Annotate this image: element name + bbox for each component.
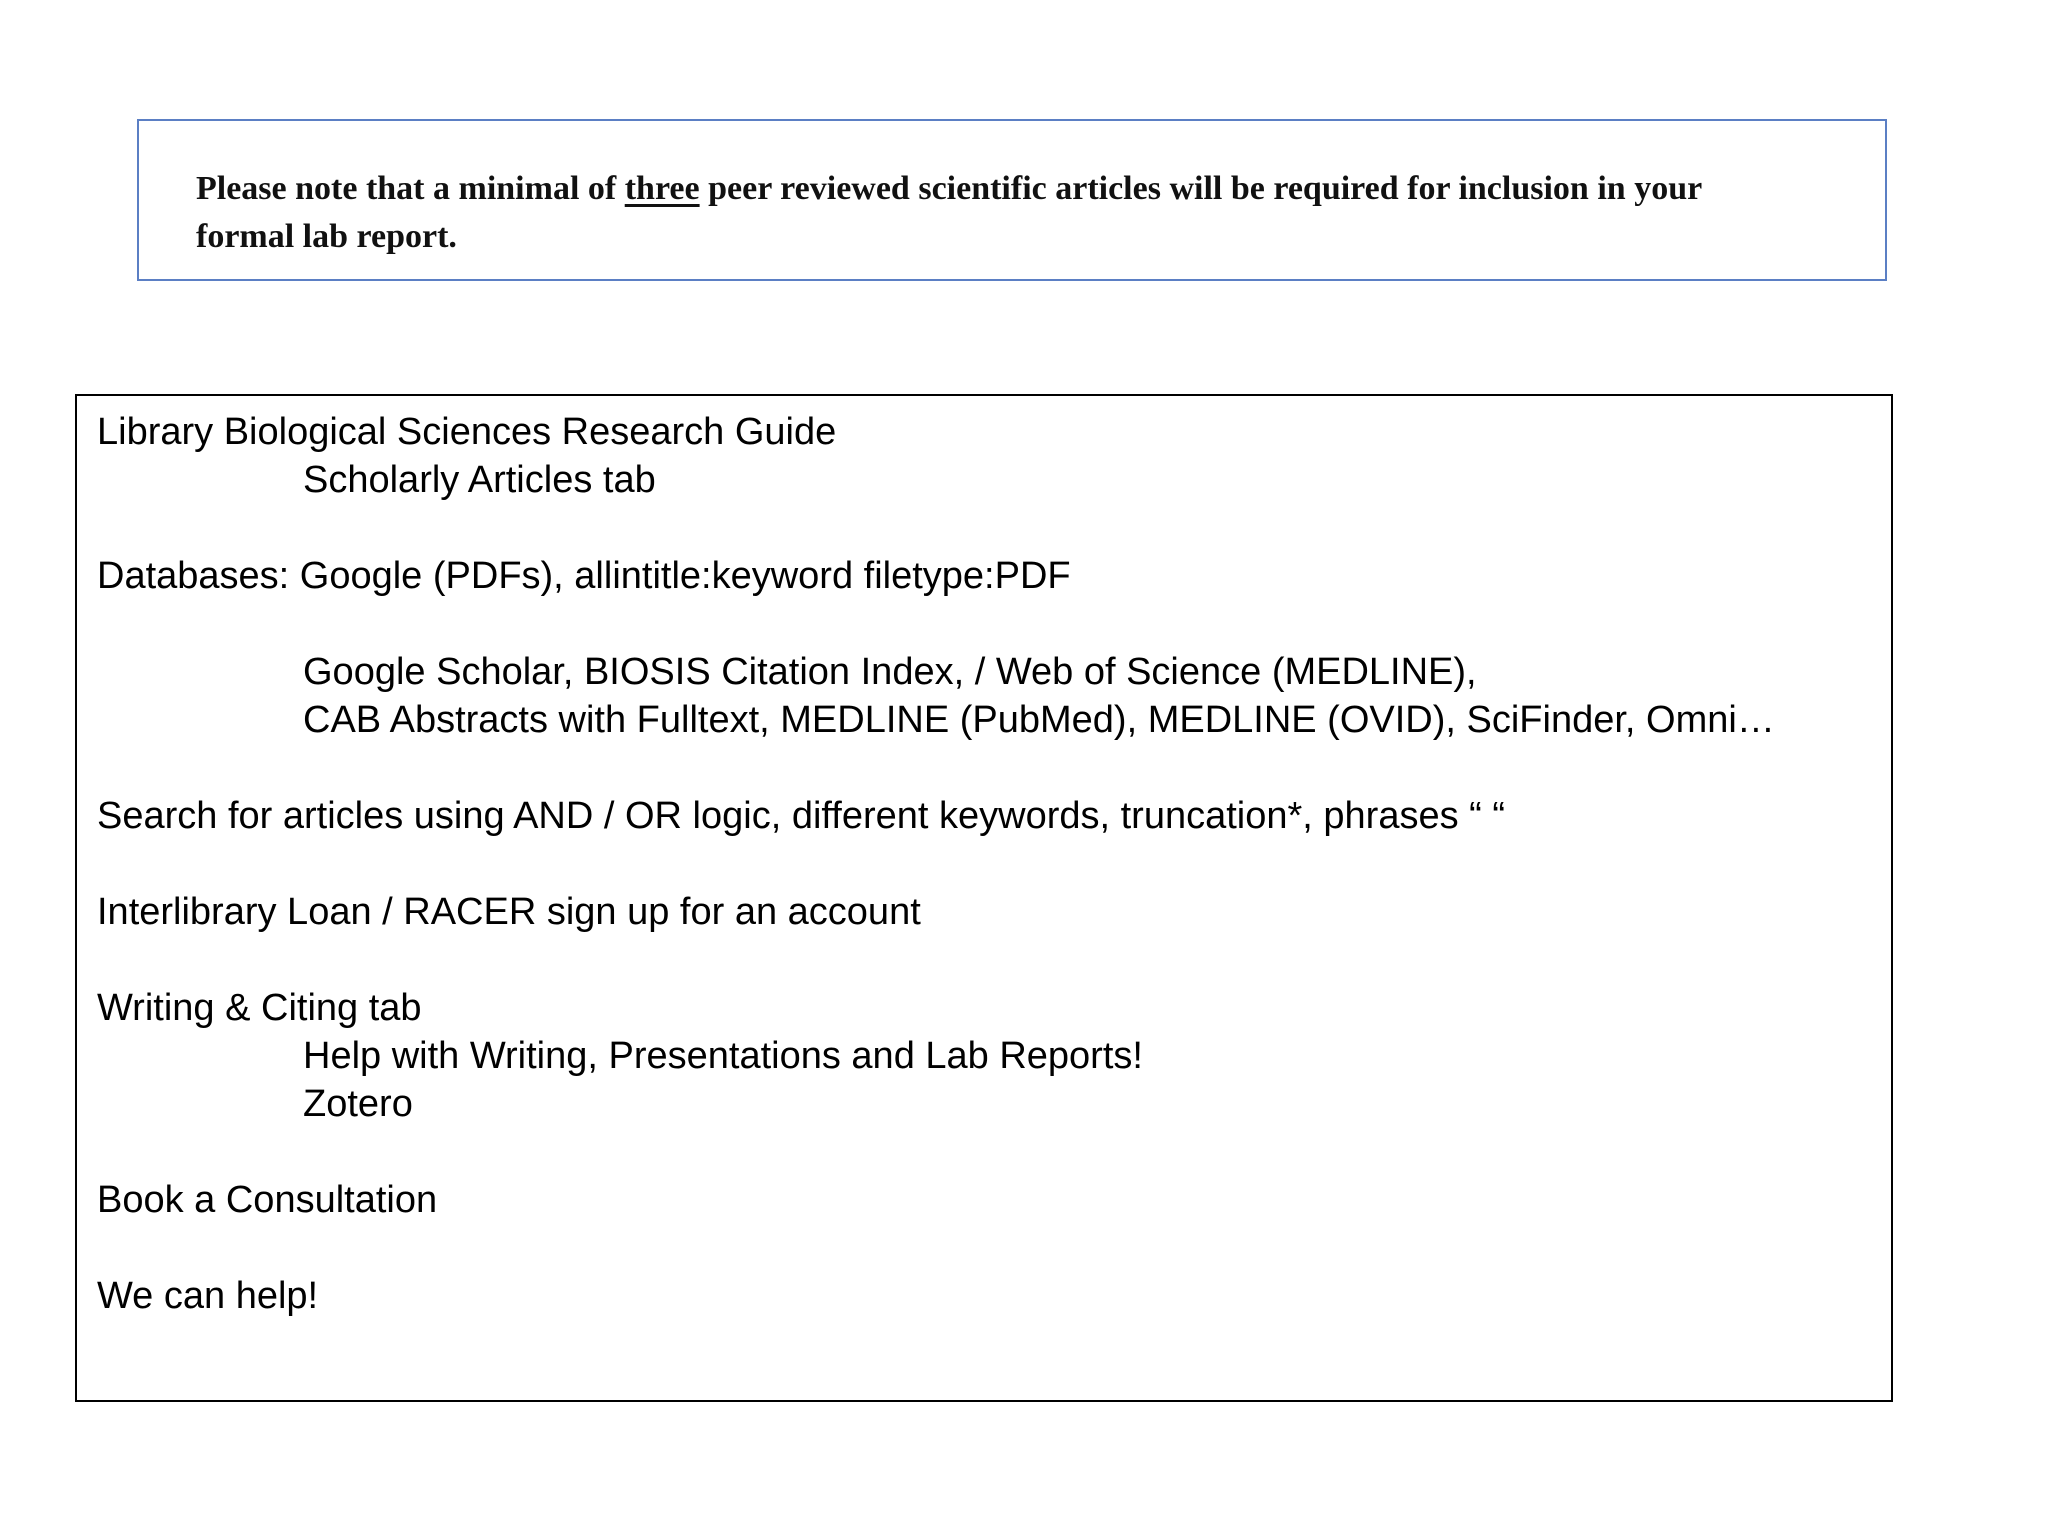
writing-help: Help with Writing, Presentations and Lab Reports! <box>303 1035 1143 1077</box>
search-tip: Search for articles using AND / OR logic, different keywords, truncation*, phrases “ “ <box>97 795 1506 837</box>
notice-part-1: Please note that a minimal of <box>196 170 625 207</box>
book-consultation: Book a Consultation <box>97 1179 438 1221</box>
spacer <box>97 936 1887 984</box>
spacer <box>97 744 1887 792</box>
databases-list-1: Google Scholar, BIOSIS Citation Index, / Web of Science (MEDLINE), <box>303 651 1477 693</box>
spacer <box>97 1224 1887 1272</box>
writing-citing-tab: Writing & Citing tab <box>97 987 422 1029</box>
research-guide-box <box>75 394 1893 1402</box>
spacer <box>97 600 1887 648</box>
notice-emphasis: three <box>624 170 700 207</box>
databases-list-2: CAB Abstracts with Fulltext, MEDLINE (PubMed), MEDLINE (OVID), SciFinder, Omni… <box>303 699 1775 741</box>
notice-box <box>137 119 1887 281</box>
spacer <box>97 504 1887 552</box>
spacer <box>97 840 1887 888</box>
research-guide-content <box>97 408 1887 1320</box>
zotero: Zotero <box>303 1083 413 1125</box>
notice-text <box>196 165 1856 261</box>
notice-line-2: formal lab report. <box>196 218 457 255</box>
databases-line: Databases: Google (PDFs), allintitle:keyword filetype:PDF <box>97 555 1071 597</box>
interlibrary-loan: Interlibrary Loan / RACER sign up for an account <box>97 891 921 933</box>
spacer <box>97 1128 1887 1176</box>
we-can-help: We can help! <box>97 1275 319 1317</box>
scholarly-articles-tab: Scholarly Articles tab <box>303 459 656 501</box>
guide-title: Library Biological Sciences Research Guide <box>97 411 837 453</box>
notice-line-1 <box>196 165 1856 213</box>
notice-part-2: peer reviewed scientific articles will be required for inclusion in your <box>699 170 1703 207</box>
